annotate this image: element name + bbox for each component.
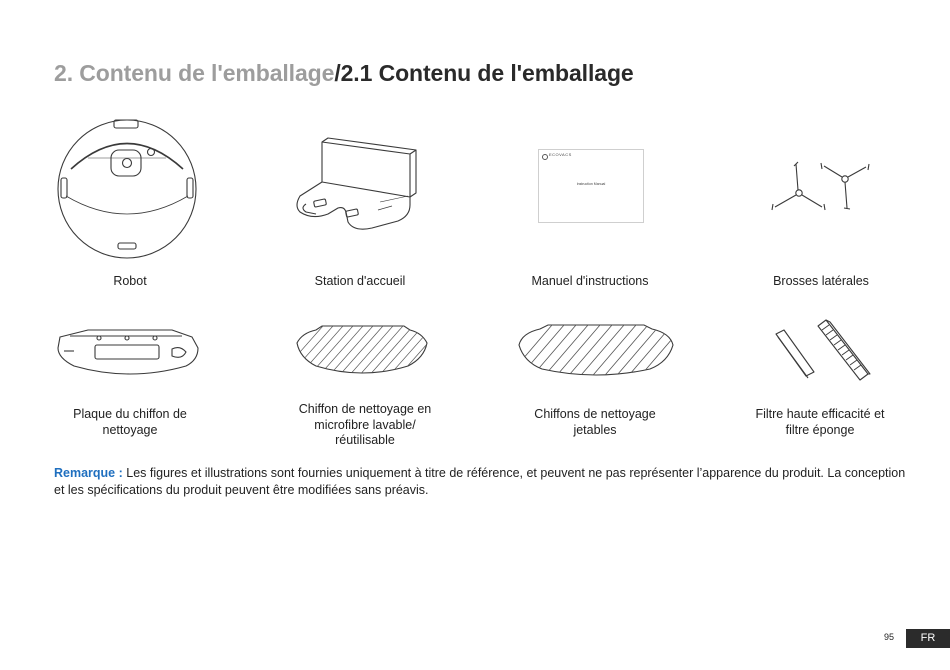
content-item-instruction-manual	[538, 149, 644, 223]
manual-doc-title: Instruction Manual	[576, 182, 606, 186]
item-label-disposable-mop-cloth: Chiffons de nettoyage jetables	[534, 407, 656, 437]
page-number: 95	[884, 632, 895, 642]
section-title: 2. Contenu de l'emballage	[54, 60, 335, 86]
filters-icon	[0, 0, 1, 1]
item-label-filters: Filtre haute efficacité et filtre éponge	[755, 407, 885, 437]
remark-note	[54, 465, 914, 499]
language-tab: FR	[906, 629, 950, 648]
item-label-robot: Robot	[113, 274, 147, 288]
manual-brand: ECOVACS	[549, 152, 572, 157]
page-title	[54, 60, 634, 87]
remark-text: Les figures et illustrations sont fournies uniquement à titre de référence, et peuvent ne pas représenter l’apparence du produit. La conception et les spécifications du produit peuvent être modifiées sans préavis.	[54, 466, 906, 497]
item-label-docking-station: Station d'accueil	[314, 274, 406, 288]
item-label-instruction-manual: Manuel d'instructions	[531, 274, 649, 288]
item-label-side-brushes: Brosses latérales	[773, 274, 869, 288]
item-label-mop-plate: Plaque du chiffon de nettoyage	[73, 407, 187, 437]
remark-label: Remarque :	[54, 466, 123, 480]
instruction-manual-icon	[542, 154, 548, 160]
item-label-washable-mop-cloth: Chiffon de nettoyage en microfibre lavable/ réutilisable	[298, 402, 432, 447]
subsection-title: /2.1 Contenu de l'emballage	[334, 60, 634, 86]
